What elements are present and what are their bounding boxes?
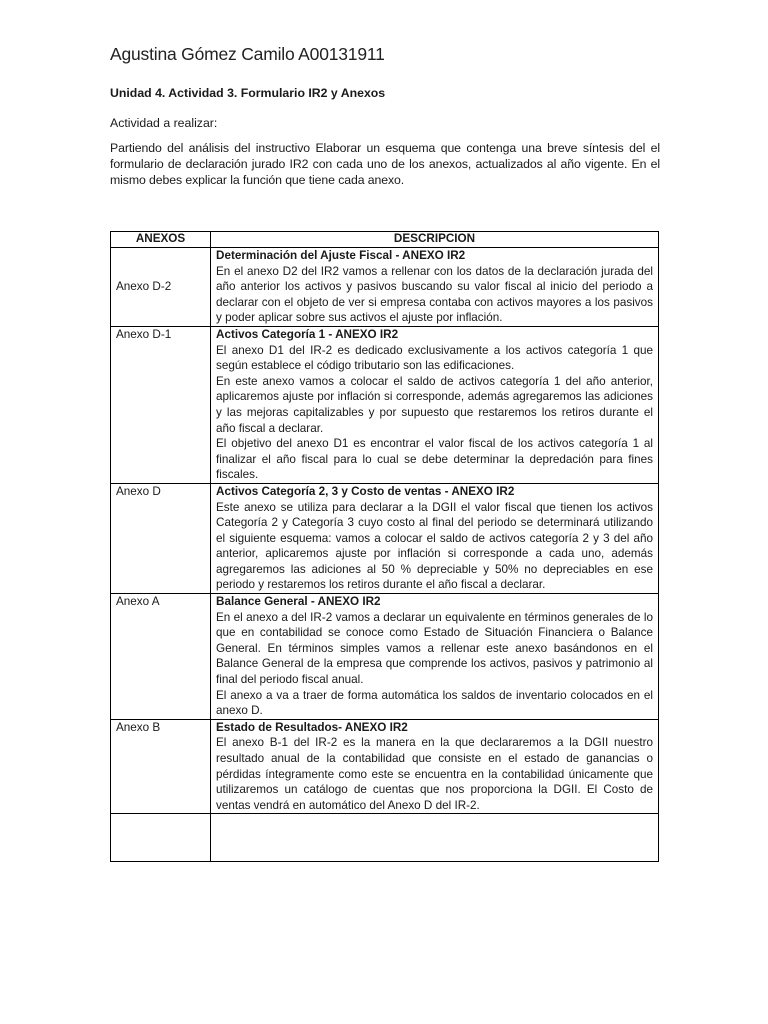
table-row (111, 483, 659, 593)
author-name: Agustina Gómez Camilo A00131911 (110, 44, 385, 64)
table-row (111, 719, 659, 814)
empty-cell (111, 814, 211, 862)
table-row (111, 594, 659, 720)
annex-paragraph: Este anexo se utiliza para declarar a la DGII el valor fiscal que tienen los activos Categoría 2 y Categoría 3 cuyo costo al final del periodo se determinará utilizando el siguiente esquema: vamos a colocar el saldo de activos categoría 2 y 3 del año anterior, aplicaremos ajuste por inflación si corresponde a cada uno, además agregaremos las adiciones al 50 % depreciable y 50% no depreciables en ese periodo y restaremos los retiros durante el año fiscal a declarar. (216, 500, 653, 592)
annex-name: Anexo D-1 (111, 326, 211, 483)
unit-title: Unidad 4. Actividad 3. Formulario IR2 y Anexos (110, 86, 386, 100)
table-header-row (111, 232, 659, 248)
annex-title: Balance General - ANEXO IR2 (216, 595, 381, 609)
empty-table-row (111, 814, 659, 862)
annex-description (211, 248, 659, 327)
annex-description (211, 719, 659, 814)
instructions-paragraph: Partiendo del análisis del instructivo Elaborar un esquema que contenga una breve síntesis del el formulario de declaración jurado IR2 con cada uno de los anexos, actualizados al año vigente. En el mismo debes explicar la función que tiene cada anexo. (110, 141, 660, 187)
annex-paragraph: El anexo D1 del IR-2 es dedicado exclusivamente a los activos categoría 1 que según establece el código tributario son las edificaciones. (216, 343, 653, 373)
header-descripcion: DESCRIPCION (211, 232, 659, 248)
annex-paragraph: El anexo a va a traer de forma automática los saldos de inventario colocados en el anexo D. (216, 688, 653, 718)
annex-paragraph: En el anexo D2 del IR2 vamos a rellenar con los datos de la declaración jurada del año anterior los activos y pasivos buscando su valor fiscal al inicio del periodo a declarar con el objeto de ver si empresa contaba con activos mayores a los pasivos y poder aplicar sobre sus activos el ajuste por inflación. (216, 264, 653, 325)
annex-title: Determinación del Ajuste Fiscal - ANEXO IR2 (216, 249, 466, 262)
annex-description (211, 483, 659, 593)
table-row (111, 326, 659, 483)
annex-table (110, 231, 659, 862)
annex-name: Anexo B (111, 719, 211, 814)
annex-paragraph: En este anexo vamos a colocar el saldo de activos categoría 1 del año anterior, aplicaremos ajuste por inflación si corresponde, además agregaremos las adiciones y las mejoras capitalizables y por supuesto que restaremos los retiros durante el año fiscal a declarar. (216, 374, 653, 435)
empty-cell (211, 814, 659, 862)
table-row (111, 248, 659, 327)
header-anexos: ANEXOS (111, 232, 211, 248)
annex-name: Anexo D (111, 483, 211, 593)
annex-title: Activos Categoría 1 - ANEXO IR2 (216, 327, 399, 341)
activity-label: Actividad a realizar: (110, 116, 218, 130)
annex-paragraph: El anexo B-1 del IR-2 es la manera en la que declararemos a la DGII nuestro resultado anual de la contabilidad que consiste en el estado de ganancias o pérdidas íntegramente como este se encuentra en la contabilidad únicamente que utilizaremos un catálogo de cuentas que nos proporciona la DGII. El Costo de ventas vendrá en automático del Anexo D del IR-2. (216, 736, 653, 812)
annex-paragraph: En el anexo a del IR-2 vamos a declarar un equivalente en términos generales de lo que en contabilidad se conoce como Estado de Situación Financiera o Balance General. En términos simples vamos a rellenar este anexo basándonos en el Balance General de la empresa que comprende los activos, pasivos y patrimonio al final del periodo fiscal anual. (216, 610, 653, 687)
annex-name: Anexo D-2 (111, 248, 211, 327)
annex-name: Anexo A (111, 594, 211, 720)
annex-description (211, 326, 659, 483)
annex-title: Activos Categoría 2, 3 y Costo de ventas - ANEXO IR2 (216, 484, 515, 498)
annex-title: Estado de Resultados- ANEXO IR2 (216, 720, 408, 734)
annex-paragraph: El objetivo del anexo D1 es encontrar el valor fiscal de los activos categoría 1 al finalizar el año fiscal para lo cual se debe determinar la depredación para fines fiscales. (216, 437, 653, 482)
annex-description (211, 594, 659, 720)
